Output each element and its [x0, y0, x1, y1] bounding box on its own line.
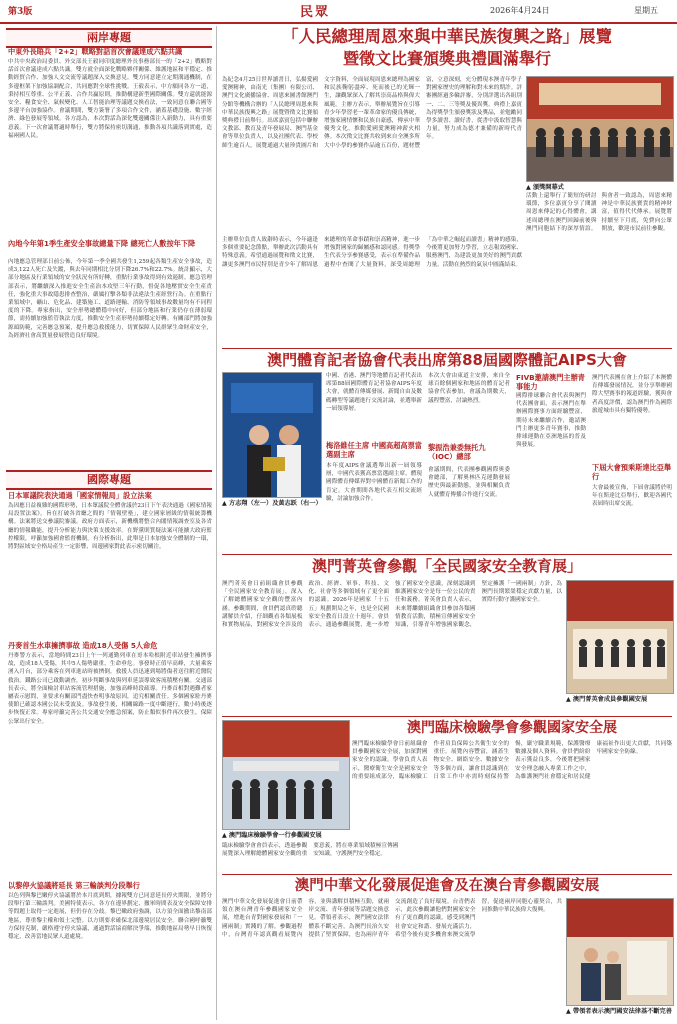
article-body-aips-6: 澳門代表團在會上介紹了本澳體育傳媒發展情況，並分享舉辦國際大型賽事的報道經驗，獲與會者高度評價，認為澳門作為國際旅遊城市具有獨特優勢。 [592, 375, 672, 414]
article-body-left-5: 以色列與黎巴嫩停火協議將於本月底到期，據報雙方已同意延長停火期限，並將分段舉行第三輪談判。美國特使表示，各方在邊界劃定、撤軍時間表及安全保障安排等問題上取得一定進展，但仍存在分歧。黎巴嫩政府強調，以方須全面撤出黎南部地區，尊重黎主權和領土完整。以方則要求確保北部邊境居民安全。聯合國呼籲雙方保持克制，嚴格遵守停火協議，通過對話協商解決爭端，推動地區局勢早日恢復穩定，改善當地民眾人道處境。 [8, 893, 212, 941]
security-photo-image [567, 581, 673, 693]
issue-weekday: 星期五 [634, 6, 658, 15]
section-header-cross-strait: 兩岸專題 [6, 28, 212, 48]
issue-date: 2026年4月24日 [490, 6, 550, 15]
article-body-security: 澳門菁英會日前組織會員參觀「全民國家安全教育展」，深入了解總體國家安全觀的豐富內涵。參觀期間，會員們認真聆聽講解員介紹，仔細觀看各類展板和實物展品，對國家安全涉及的政治、經濟、軍事、科技、文化、社會等多個領域有了更全面的認識。2026年是國家「十五五」規劃開局之年，也是全民國家安全教育日設立十週年。會員表示，通過參觀展覽，進一步增強了國家安全意識，深刻認識到維護國家安全是每一位公民的責任和義務。菁英會負責人表示，未來將繼續組織會員參加各類國情教育活動，積極宣傳國家安全知識，引導青年增強國家觀念，堅定擁護「一國兩制」方針，為澳門長期繁榮穩定貢獻力量，以實際行動守護國家安全。 [222, 581, 562, 629]
clinic-photo-image [223, 721, 349, 829]
culture-photo-image [567, 899, 673, 1005]
divider-3 [222, 716, 672, 717]
article-body-clinic-2: 臨床檢驗學會會員表示，透過參觀展覽深入理解總體國家安全觀的重要意義，將在專業領域積極宣傳國安知識，守護澳門安全穩定。 [222, 843, 399, 858]
headline-left-4: 丹麥首生水車擁擠事故 造成18人受傷 5人命危 [8, 641, 158, 650]
caption-aips: ▲ 方志翔（左一）及黃志跃（右一） [222, 500, 322, 507]
caption-security: ▲ 澳門菁英會成員參觀國安展 [566, 696, 648, 703]
article-body-aips-1: 中國、香港、澳門等地體育記者代表出席第88屆國際體育記者協會AIPS年度大會，就體育傳媒發展、新聞自由及數碼轉型等議題進行交流討論，並選舉新一屆領導層。 [326, 373, 422, 412]
group-photo-image [527, 77, 673, 181]
photo-exhibition-ceremony [526, 76, 674, 182]
article-body-aips-5: 國際排球聯合會代表與澳門代表團會面，表示澳門在舉辦國際賽事方面經驗豐富，期待未來繼續合作，邀請澳門主辦更多青年賽事，推動排球運動在亞洲地區的普及與發展。 [516, 393, 586, 449]
paper-name: 民眾 [300, 5, 331, 20]
article-body-left-3: 為因應日益複雜的國際形勢，日本眾議院全體會議於23日下午表決通過《國家情報局設置法案》，旨在打破各省廳之間的「情報壁壘」，建立國家層級的情報統籌機構。法案將送交參議院審議。政府方面表示，新機構將整合內閣情報調查室及各省廳的情報職能，提升分析能力與決策支援效率。在野黨則質疑法案可能擴大政府監控權限，呼籲加強國會監督機制。有分析指出，此舉是日本加強安全體制的一環，將對區域安全格局產生一定影響，周邊國家對此表示密切關注。 [8, 503, 212, 551]
headline-left-3: 日本軍議院表決通過「國家情報局」設立法案 [8, 491, 152, 500]
divider-1 [222, 348, 672, 349]
article-body-aips-2: 本年度AIPS會議選舉出新一屆領導層，中國代表獲高票當選副主席，體現國際體育傳媒界對中國體育新聞工作的肯定。大會期間各地代表互相交流經驗，討論加強合作。 [326, 463, 422, 502]
masthead [0, 0, 677, 24]
headline-security-youth: 澳門菁英會參觀「全民國家安全教育展」 [311, 557, 582, 575]
subhead-aips-1: 梅洛維任主席 中國高超高票當選副主席 [326, 441, 422, 459]
headline-culture: 澳門中華文化發展促進會及在澳台青參觀國安展 [294, 878, 600, 894]
photo-culture [566, 898, 674, 1006]
headline-clinic: 澳門臨床檢驗學會參觀國家安全展 [407, 720, 617, 736]
column-divider [216, 26, 217, 1020]
headline-aips: 澳門體育記者協會代表出席第88屆國際體記AIPS大會 [267, 351, 627, 369]
article-body-culture: 澳門中華文化發展促進會日前帶領在澳台灣青年參觀國家安全展，增進台青對國家發展和「一國兩制」實踐的了解。參觀過程中，台灣青年認真觀看展覽內容，並與講解員積極互動，就兩岸交流、青年發展等話題交換意見。帶領者表示，澳門國安法律體系不斷完善，為澳門長治久安提供了堅實保障，也為兩岸青年交流創造了良好環境。台青們表示，此次參觀讓他們對國家安全有了更直觀的認識，感受到澳門社會安定和諧、發展充滿活力，希望今後有更多機會來澳交流學習，促進兩岸同胞心靈契合，共同推動中華民族偉大復興。 [222, 899, 562, 938]
headline-left-1: 中東外長晤兵「2+2」戰略對話首次會議達成六點共識 [8, 47, 183, 56]
article-body-exhibition: 為紀念4月25日世界讀書日，弘揚愛國愛澳精神，由南光（集團）有限公司、澳門文化廣播協會、周恩來圖書館澳門分館等機構合辦的「人民總理周恩來與中華民族復興之路」展覽暨徵文比賽頒獎典禮日前舉行。出席嘉賓包括中聯辦文教部、教育及青年發展局、澳門基金會等單位負責人，以及社團代表、學校師生逾百人。展覽通過大量珍貴圖片和文字資料，全面展現周恩來總理為國家和民族鞠躬盡瘁、死而後已的光輝一生，讓觀眾深入了解其崇高品格與偉大風範。主辦方表示，舉辦展覽旨在引導青少年學習老一輩革命家的優良傳統，增強家國情懷和民族自豪感，傳承中華優秀文化，推動愛國愛澳精神薪火相傳。本次徵文比賽共收到來自全澳多所大中小學的參賽作品逾五百份，題材豐富，立意深刻，充分體現本澳青年學子對國家歷史的理解和對未來的期許。評審團經過多輪評審，分別評選出各組別一、二、三等獎及優異獎。典禮上嘉賓為得獎學生頒發獎狀及獎品，並勉勵同學多讀書、讀好書，從書中汲取智慧與力量，努力成為德才兼備的新時代青年。 [222, 77, 522, 149]
caption-clinic: ▲ 澳門臨床檢驗學會一行參觀國安展 [222, 832, 322, 839]
photo-clinic [222, 720, 350, 830]
headline-left-5: 以黎停火協議將延長 第三輪談判分段舉行 [8, 881, 140, 890]
headline-left-2: 內地今年第1季生產安全事故總量下降 總死亡人數按年下降 [8, 239, 196, 248]
photo-aips [222, 372, 322, 498]
page-number: 第3版 [8, 7, 33, 17]
section-header-international: 國際專題 [6, 470, 212, 490]
article-body-left-1: 中共中央政治局委員、外交部長王毅同印度總理外長事務部長一的「2+2」戰略對話首次會議達成六點共識。雙方就全面深化戰略夥伴關係、維護地區和平穩定、推動經貿合作、加強人文交流等議題深入交換意見。雙方同意建立定期溝通機制，在多邊框架下加強協調配合，共同應對全球性挑戰。王毅表示，中方願同各方一道，秉持相互尊重、公平正義、合作共贏原則，推動構建新型國際關係。雙方還就能源安全、糧食安全、氣候變化、人工智能治理等議題交換看法，一致同意在聯合國等多邊平台加強協作。會議期間，雙方簽署了多項合作文件，涵蓋基礎設施、數字經濟、綠色發展等領域。各方認為，本次對話為深化雙邊關係注入新動力，具有重要意義。下一次會議將適時舉行，雙方將保持密切溝通，推動各項共識落到實處，造福兩國人民。 [8, 59, 212, 139]
subhead-aips-2: 黎振浩兼委無托九（IOC）總部 [428, 443, 486, 461]
divider-2 [222, 554, 672, 555]
article-body-exhibition-3: 主辦單位負責人致辭時表示，今年適逢多個重要紀念節點，舉辦此次活動具有特殊意義。希望通過展覽和徵文比賽，讓更多澳門市民特別是青少年了解周恩來總理的革命事蹟和崇高精神，進一步增強對國家的歸屬感和認同感。得獎學生代表分享參賽感受，表示在準備作品過程中查閱了大量資料，深受周總理「為中華之崛起而讀書」精神的感染，今後將更加努力學習，立志報效國家、服務澳門，為建設更加美好的澳門貢獻力量。活動在熱烈的氣氛中圓滿結束。 [222, 237, 522, 268]
subhead-aips-4: 下屆大會預乘斯達比亞舉行 [592, 463, 672, 481]
article-body-exhibition-2: 活動上還舉行了簡短的研討環節，多位嘉賓分享了閱讀周恩來傳記的心得體會，講述周總理在澳門回歸前後與澳門同胞結下的深厚情誼。與會者一致認為，周恩來精神是中華民族寶貴的精神財富，值得代代傳承。展覽將持續至下月底，免費向公眾開放，歡迎市民前往參觀。 [526, 193, 672, 232]
article-body-aips-3: 本次大會由東道主安排，來自全球百餘個國家和地區的體育記者協會代表參加，會議為期數天，議程豐富，討論熱烈。 [428, 373, 510, 404]
article-body-left-2: 內地應急管理部日前公佈，今年第一季全國共發生1,259起各類生產安全事故，造成3,122人死亡及失蹤，與去年同期相比分別下降26.7%和22.7%。統計顯示，大部分地區及行業領域的安全狀況有所好轉，重點行業事故得到有效遏制。應急管理部表示，將繼續深入推進安全生產治本攻堅三年行動，督促各地壓實安全生產責任，強化重大事故隱患排查整治，嚴厲打擊各類非法違法生產經營行為。在重點行業領域中，礦山、危化品、建築施工、道路運輸、消防等領域事故數量均有不同程度的下降。專家指出，安全形勢總體穩中向好，但部分地區和行業仍存在薄弱環節，需持續加強監管執法力度，推動安全生產形勢持續穩定好轉。有關部門將加強源頭防範，完善應急預案，提升應急救援能力，切實保障人民群眾生命財產安全，為經濟社會高質量發展營造良好環境。 [8, 259, 212, 339]
caption-exhibition: ▲ 頒獎開幕式 [526, 184, 564, 191]
photo-security [566, 580, 674, 694]
headline-exhibition: 「人民總理周恩來與中華民族復興之路」展覽 [282, 27, 612, 46]
caption-culture: ▲ 帶領者表示澳門國安法律基不斷完善 [566, 1008, 672, 1015]
article-body-left-4: 丹麥警方表示，當地時間23日上午一列通勤列車在哥本哈根附近車站發生擁擠事故，造成18人受傷，其中5人傷勢嚴重，生命垂危。事發時正值早高峰，大量乘客湧入月台，部分乘客在列車進站時被擠倒。救援人員迅速到場將傷者送往附近醫院救治。鐵路公司已啟動調查，初步判斷事故與列車延誤導致客流積壓有關。交通部長表示，將全面檢討車站客流管理措施，加強高峰時段疏導。丹麥首相對遇難者家屬表示慰問，並要求有關部門盡快查明事故原因，追究相關責任。多個國家駐丹麥使館已確認本國公民未受波及。事故發生後，相關線路一度中斷運行，數小時後逐步恢復正常。專家呼籲完善公共交通安全應急預案，防止類似事件再次發生，保障公眾出行安全。 [8, 653, 212, 725]
article-body-aips-7: 大會最後宣佈，下屆會議將於明年在斯達比亞舉行，歡迎各國代表屆時出席交流。 [592, 485, 672, 508]
divider-4 [222, 874, 672, 875]
article-body-aips-4: 會議期間，代表團參觀國際奧委會總部，了解奧林匹克運動發展歷史與最新動態，並與相關負責人就體育傳播合作進行交流。 [428, 467, 510, 498]
article-body-clinic: 澳門臨床檢驗學會日前組織會員參觀國家安全展，加深對國家安全的認識。學會負責人表示，醫療衛生安全是國家安全的重要組成部分，臨床檢驗工作者肩負保障公共衛生安全的重任。展覽內容豐富，涵蓋生物安全、網絡安全、數據安全等多個方面，讓會員認識到在日常工作中亦需時刻保持警惕，嚴守職業規範，保護醫療數據及個人資料。會員們紛紛表示獲益良多，今後將把國家安全理念融入專業工作之中，為維護澳門社會穩定和居民健康福祉作出更大貢獻，共同築牢國家安全防線。 [352, 741, 672, 780]
subheadline-exhibition: 暨徵文比賽頒獎典禮圓滿舉行 [342, 49, 551, 68]
subhead-aips-3: FIVB邀請澳門主辦青事能力 [516, 373, 585, 391]
aips-photo-image [223, 373, 321, 497]
